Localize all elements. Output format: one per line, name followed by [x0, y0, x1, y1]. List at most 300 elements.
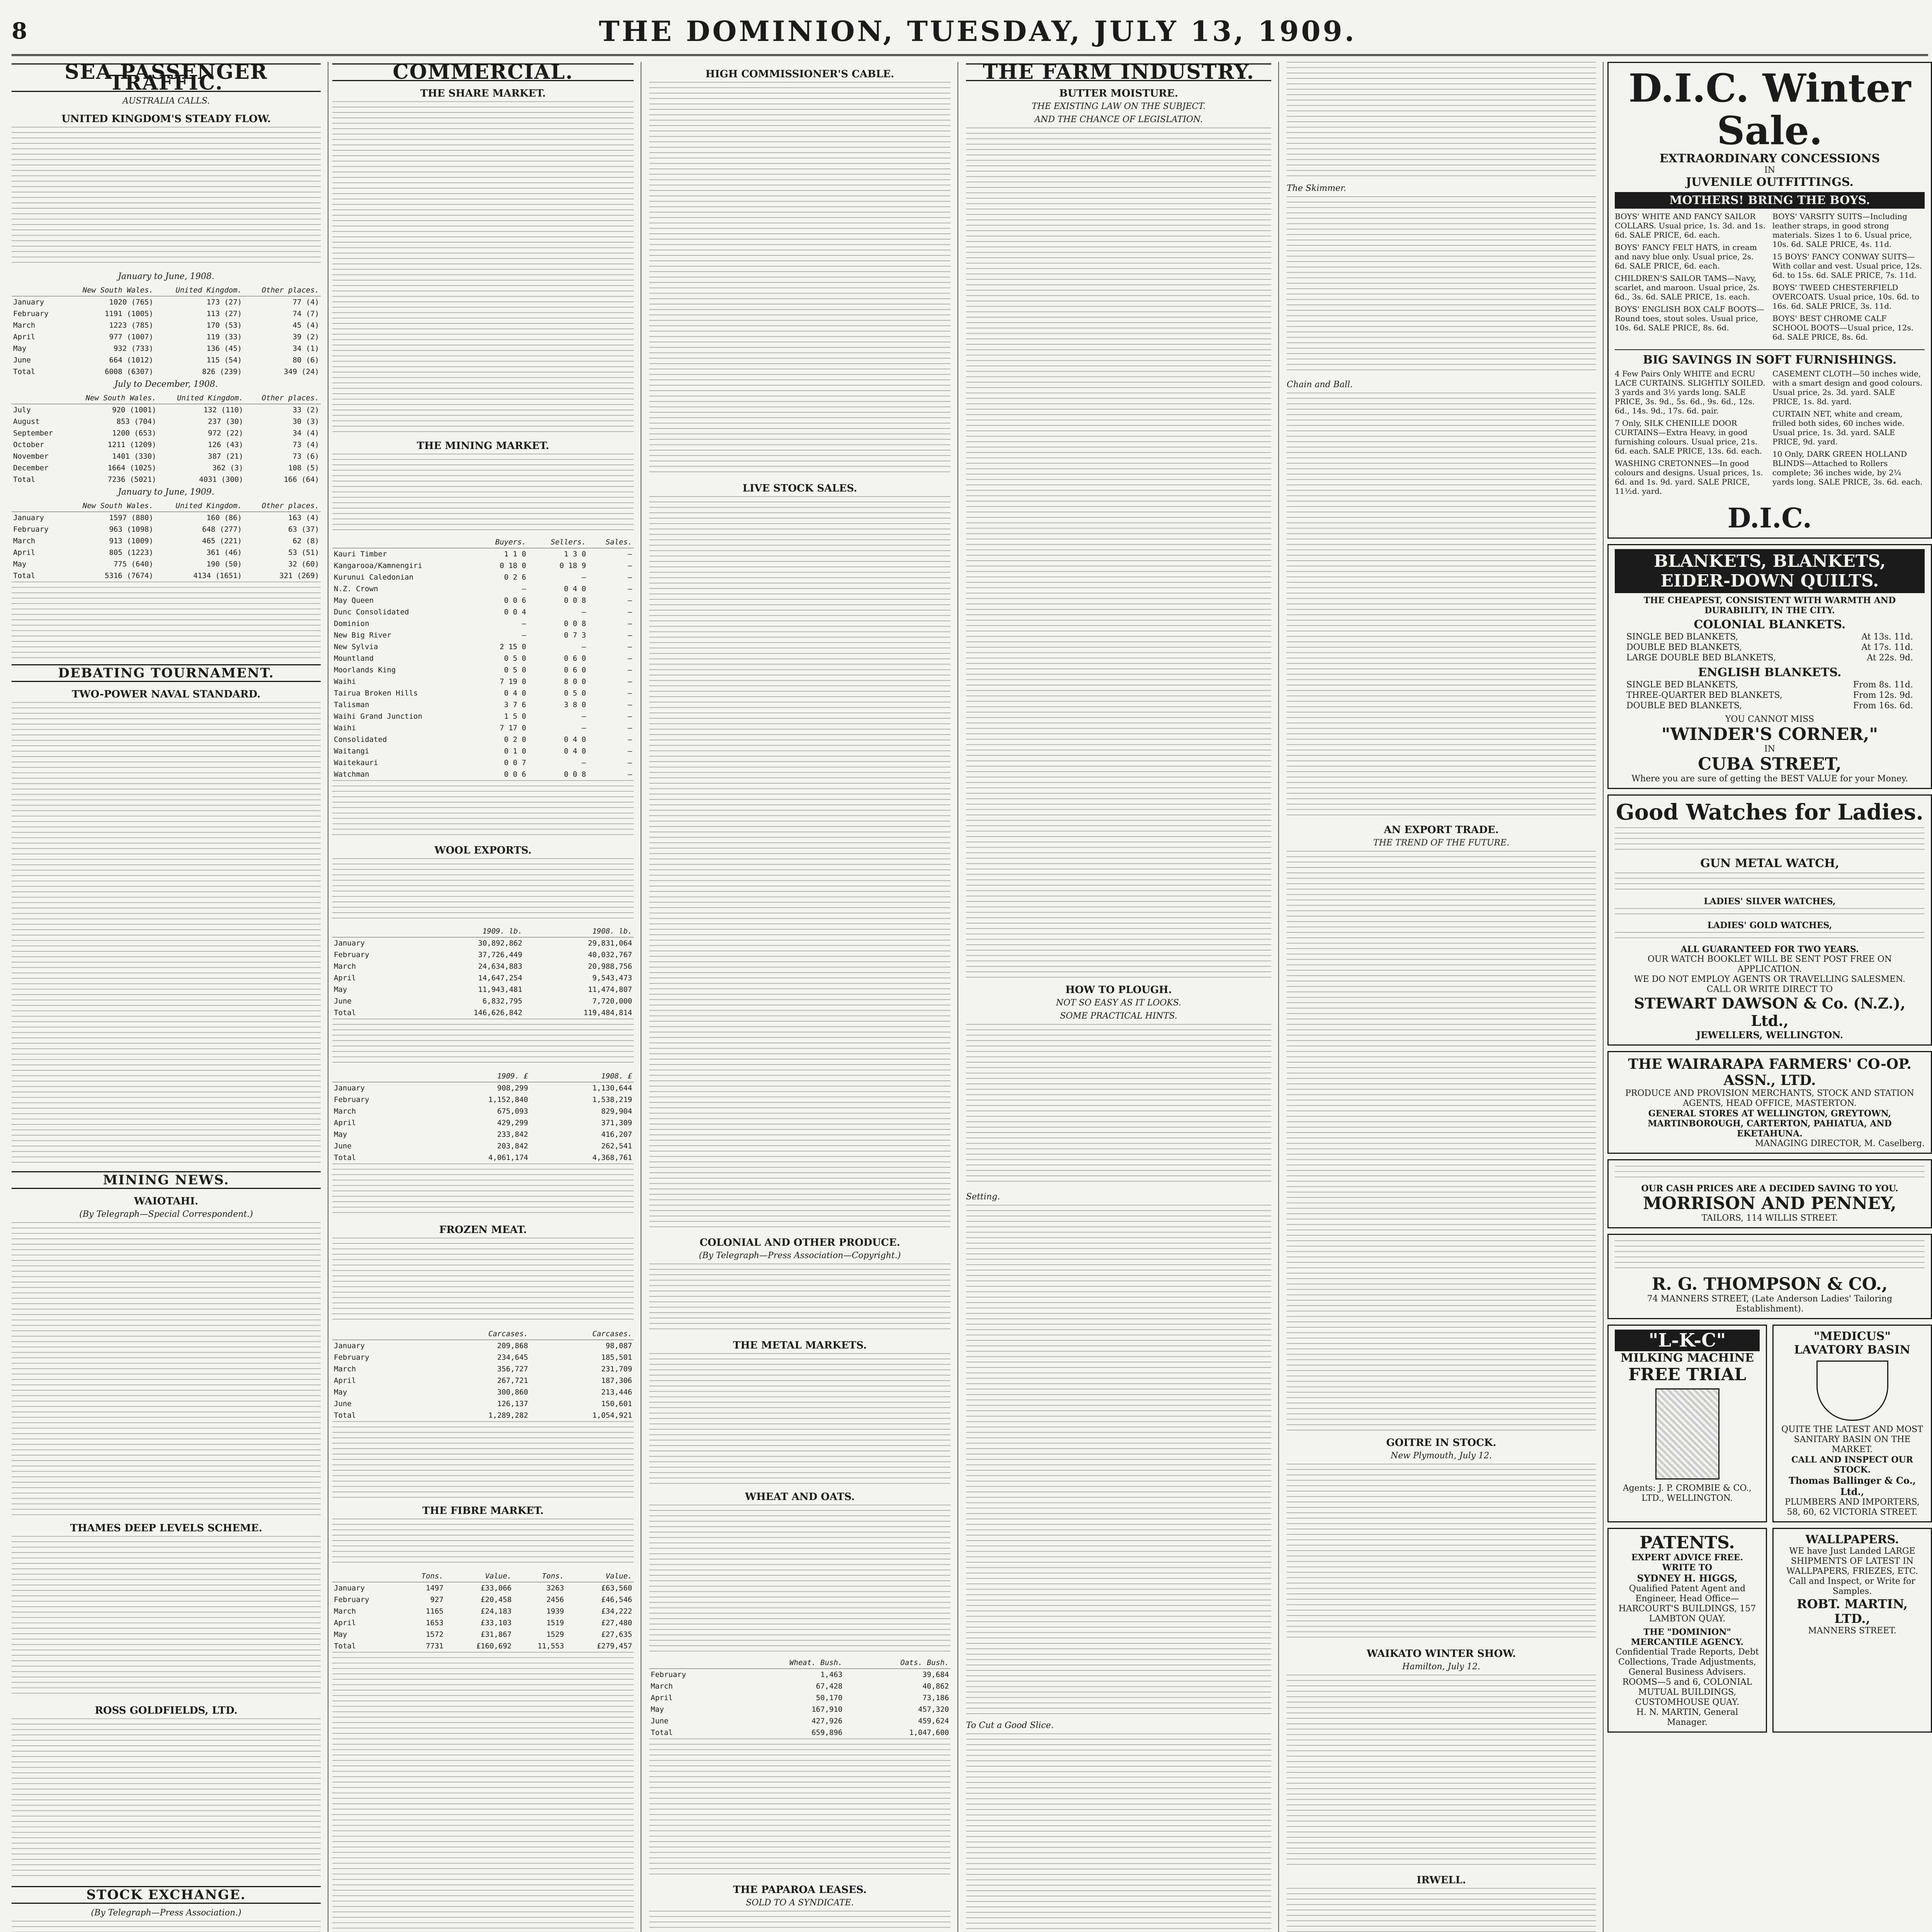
- table-cell: 119,484,814: [583, 1009, 632, 1017]
- ad-text: WE DO NOT EMPLOY AGENTS OR TRAVELLING SALESMEN.: [1634, 975, 1905, 984]
- table-header-cell: Oats. Bush.: [844, 1657, 951, 1669]
- table-cell: 0 2 0: [504, 735, 526, 744]
- table-cell: 39,684: [922, 1670, 949, 1679]
- table-cell: July: [13, 406, 31, 414]
- table-cell: 0 0 4: [504, 608, 526, 616]
- table-cell: —: [582, 712, 586, 721]
- table-header-cell: Value.: [566, 1570, 634, 1582]
- table-cell: Dominion: [334, 619, 369, 628]
- ad-heading: R. G. THOMPSON & CO.,: [1651, 1274, 1888, 1294]
- table-cell: 920 (1001): [112, 406, 156, 414]
- paper-title: THE DOMINION, TUESDAY, JULY 13, 1909.: [599, 14, 1357, 48]
- column-commercial: [332, 62, 641, 1932]
- mining-row: [332, 769, 634, 780]
- table-cell: 231,709: [601, 1365, 632, 1373]
- table-cell: 32 (60): [288, 560, 319, 568]
- ad-text: Qualified Patent Agent and Engineer, Head Office—HARCOURT'S BUILDINGS, 157 LAMBTON QUAY.: [1618, 1584, 1756, 1624]
- table-cell: —: [628, 573, 632, 582]
- table-cell: January: [334, 1342, 365, 1350]
- passenger-row: [12, 320, 321, 331]
- table-cell: Moorlands King: [334, 666, 396, 674]
- table-cell: Waitekauri: [334, 759, 378, 767]
- table-cell: 115 (54): [206, 356, 242, 364]
- advert-row: [1607, 1325, 1932, 1528]
- table-cell: 14,647,254: [478, 974, 522, 982]
- table-cell: £63,560: [601, 1584, 632, 1592]
- sub-heading: To Cut a Good Slice.: [966, 1721, 1054, 1730]
- table-header-cell: [332, 1570, 400, 1582]
- table-cell: June: [334, 1400, 352, 1408]
- table-cell: 1572: [425, 1630, 444, 1639]
- sub-heading: Setting.: [966, 1192, 1000, 1202]
- wool-row: [332, 937, 634, 949]
- frozen-meat-table: [332, 1328, 634, 1421]
- table-cell: 113 (27): [206, 310, 242, 318]
- table-cell: 234,645: [497, 1353, 528, 1362]
- frozen-row: [332, 1386, 634, 1398]
- table-cell: 1519: [546, 1619, 564, 1627]
- price-row: [1626, 680, 1913, 690]
- ad-heading: Good Watches for Ladies.: [1616, 799, 1923, 825]
- ad-list-item: 4 Few Pairs Only WHITE and ECRU LACE CURTAINS. SLIGHTLY SOILED. 3 yards and 3½ yards long. SALE PRICE, 3s. 9d., 5s. 6d., 9s. 6d., 12s. 6d., 14s. 9d., 17s. 6d. pair.: [1615, 369, 1765, 415]
- mining-row: [332, 676, 634, 687]
- passenger-row: [12, 570, 321, 582]
- ad-heading: D.I.C. Winter Sale.: [1628, 65, 1911, 153]
- table-cell: February: [13, 525, 49, 534]
- table-cell: 190 (50): [206, 560, 242, 568]
- sub-heading: HIGH COMMISSIONER'S CABLE.: [705, 68, 895, 80]
- table-cell: 262,541: [601, 1142, 632, 1150]
- ad-heading: BLANKETS, BLANKETS, EIDER-DOWN QUILTS.: [1615, 549, 1925, 593]
- table-cell: 932 (733): [113, 344, 153, 353]
- ad-text: IN: [1764, 165, 1775, 175]
- table-cell: 675,093: [497, 1107, 528, 1116]
- ad-list-left: [1615, 212, 1767, 345]
- table-header-cell: [12, 392, 65, 404]
- price-cell: At 13s. 11d.: [1861, 632, 1913, 642]
- table-cell: 0 6 0: [564, 654, 586, 663]
- wheat-row: [649, 1704, 951, 1715]
- passenger-row: [12, 296, 321, 308]
- masthead: [12, 8, 1928, 56]
- table-header-cell: Other places.: [243, 284, 321, 296]
- frozen-row: [332, 1398, 634, 1410]
- sub-heading: IRWELL.: [1417, 1874, 1466, 1886]
- article-text: [649, 1264, 951, 1333]
- table-cell: February: [334, 1353, 369, 1362]
- table-cell: May: [334, 1630, 347, 1639]
- mining-row: [332, 595, 634, 606]
- table-header-cell: Buyers.: [475, 536, 528, 548]
- table-cell: 0 4 0: [564, 585, 586, 593]
- table-header-cell: [332, 1070, 425, 1082]
- ad-heading: CUBA STREET,: [1698, 754, 1842, 774]
- table-cell: 1 5 0: [504, 712, 526, 721]
- ad-text: JEWELLERS, WELLINGTON.: [1696, 1029, 1844, 1041]
- table-cell: 4,368,761: [592, 1153, 632, 1162]
- article-text: [966, 1733, 1271, 1932]
- table-cell: 108 (5): [288, 464, 319, 472]
- article-text: [332, 780, 634, 838]
- passenger-row: [12, 451, 321, 462]
- table-cell: 972 (22): [208, 429, 243, 437]
- ad-list-right: [1772, 212, 1925, 345]
- table-header-cell: 1909. lb.: [414, 925, 524, 937]
- ad-text: Call and Inspect, or Write for Samples.: [1789, 1577, 1915, 1596]
- ad-heading: LADIES' SILVER WATCHES,: [1704, 896, 1836, 906]
- fibre-row: [332, 1640, 634, 1652]
- table-cell: 387 (21): [208, 452, 243, 461]
- table-cell: May: [334, 1130, 347, 1139]
- table-cell: 1,289,282: [488, 1411, 528, 1420]
- article-text: [966, 1205, 1271, 1715]
- table-cell: 213,446: [601, 1388, 632, 1396]
- table-cell: 1200 (653): [112, 429, 156, 437]
- article-text: [332, 1238, 634, 1323]
- table-cell: January: [13, 514, 44, 522]
- table-cell: —: [628, 608, 632, 616]
- ad-body-text: [1615, 932, 1925, 943]
- sub-heading: THE SHARE MARKET.: [420, 88, 546, 99]
- sub-heading: THE TREND OF THE FUTURE.: [1373, 838, 1509, 848]
- wheat-row: [649, 1680, 951, 1692]
- ad-grid: [1615, 212, 1925, 345]
- table-cell: January: [13, 298, 44, 306]
- article-text: [649, 82, 951, 476]
- table-cell: April: [13, 333, 36, 341]
- ad-heading: THE WAIRARAPA FARMERS' CO-OP. ASSN., LTD.: [1628, 1056, 1912, 1088]
- ad-text: IN: [1764, 744, 1775, 754]
- table-cell: —: [522, 631, 526, 639]
- mining-row: [332, 699, 634, 711]
- sub-heading: THE METAL MARKETS.: [733, 1340, 867, 1351]
- wool-value-row: [332, 1152, 634, 1163]
- mining-row: [332, 687, 634, 699]
- table-cell: 1223 (785): [109, 321, 153, 330]
- table-cell: May Queen: [334, 596, 374, 605]
- table-cell: Total: [13, 571, 36, 580]
- sub-heading: FROZEN MEAT.: [439, 1224, 527, 1236]
- sub-heading: WOOL EXPORTS.: [434, 845, 532, 856]
- table-cell: 0 0 8: [564, 619, 586, 628]
- mining-row: [332, 548, 634, 560]
- ad-list-item: 7 Only, SILK CHENILLE DOOR CURTAINS—Extra Heavy, in good furnishing colours. Usual price, 21s. 6d. each. SALE PRICE, 13s. 6d. each.: [1615, 418, 1762, 456]
- article-text: [332, 1421, 634, 1498]
- ad-body-text: [1615, 872, 1925, 894]
- sub-heading: AND THE CHANCE OF LEGISLATION.: [1034, 115, 1203, 124]
- ad-heading: "MEDICUS" LAVATORY BASIN: [1794, 1330, 1910, 1357]
- table-header-cell: [12, 500, 61, 512]
- article-text: [1287, 851, 1596, 1430]
- price-row: [1626, 643, 1913, 652]
- table-caption: January to June, 1909.: [118, 487, 214, 497]
- passenger-row: [12, 416, 321, 427]
- table-cell: 33 (2): [293, 406, 319, 414]
- ad-heading: "L-K-C": [1615, 1330, 1760, 1351]
- table-cell: 0 4 0: [504, 689, 526, 697]
- table-cell: 267,721: [497, 1376, 528, 1385]
- table-cell: Total: [13, 475, 36, 484]
- sub-heading: WAIKATO WINTER SHOW.: [1366, 1648, 1516, 1660]
- mining-row: [332, 641, 634, 653]
- table-cell: 0 5 0: [504, 654, 526, 663]
- table-header-cell: Sellers.: [528, 536, 588, 548]
- table-cell: 457,320: [918, 1705, 949, 1714]
- table-cell: —: [628, 596, 632, 605]
- table-cell: 1653: [425, 1619, 444, 1627]
- table-cell: £160,692: [476, 1642, 512, 1650]
- ad-heading: ROBT. MARTIN, LTD.,: [1797, 1597, 1908, 1626]
- ad-grid: [1615, 369, 1925, 499]
- table-cell: —: [628, 747, 632, 755]
- table-cell: December: [13, 464, 49, 472]
- table-cell: 11,553: [537, 1642, 564, 1650]
- mining-row: [332, 745, 634, 757]
- article-text: [332, 1019, 634, 1065]
- sub-heading: THAMES DEEP LEVELS SCHEME.: [70, 1522, 262, 1534]
- table-cell: 1,538,219: [592, 1095, 632, 1104]
- fibre-table: [332, 1570, 634, 1652]
- table-cell: £34,222: [601, 1607, 632, 1616]
- column-farm-industry: [966, 62, 1279, 1932]
- ad-text: YOU CANNOT MISS: [1725, 714, 1814, 724]
- table-cell: March: [651, 1682, 673, 1690]
- table-cell: New Sylvia: [334, 643, 378, 651]
- table-cell: 0 4 0: [564, 747, 586, 755]
- ad-heading: FREE TRIAL: [1628, 1365, 1747, 1384]
- table-cell: February: [13, 310, 49, 318]
- ad-banner: MOTHERS! BRING THE BOYS.: [1615, 192, 1925, 209]
- section-heading: DEBATING TOURNAMENT.: [12, 664, 321, 682]
- table-cell: 826 (239): [202, 367, 242, 376]
- article-text: [649, 496, 951, 1230]
- sub-heading: WHEAT AND OATS.: [745, 1491, 855, 1503]
- table-cell: 126 (43): [208, 440, 243, 449]
- passenger-row: [12, 535, 321, 547]
- table-header-cell: Carcases.: [425, 1328, 529, 1340]
- fibre-row: [332, 1605, 634, 1617]
- table-cell: 908,299: [497, 1084, 528, 1092]
- table-cell: 53 (51): [288, 548, 319, 557]
- advert-watches: [1607, 794, 1932, 1046]
- ad-heading: MILKING MACHINE: [1621, 1351, 1754, 1365]
- table-cell: —: [628, 643, 632, 651]
- passenger-table-3: [12, 500, 321, 582]
- ad-list-item: CURTAIN NET, white and cream, frilled both sides, 60 inches wide. Usual price, 1s. 3d. yard. SALE PRICE, 9d. yard.: [1772, 409, 1905, 446]
- table-cell: Tairua Broken Hills: [334, 689, 418, 697]
- ad-text: PLUMBERS AND IMPORTERS, 58, 60, 62 VICTORIA STREET.: [1785, 1497, 1920, 1517]
- table-cell: —: [582, 643, 586, 651]
- table-header-cell: [12, 284, 61, 296]
- table-cell: June: [334, 997, 352, 1005]
- article-text: [1287, 62, 1596, 178]
- table-cell: £27,480: [601, 1619, 632, 1627]
- ad-heading: STEWART DAWSON & Co. (N.Z.), Ltd.,: [1634, 995, 1906, 1029]
- ad-body-text: [1615, 1240, 1925, 1273]
- table-header-cell: [649, 1657, 728, 1669]
- table-cell: Total: [334, 1009, 356, 1017]
- table-header-cell: New South Wales.: [61, 500, 155, 512]
- ad-body-text: [1615, 908, 1925, 919]
- table-cell: 7 17 0: [500, 724, 526, 732]
- ad-price-list: [1615, 632, 1925, 663]
- table-cell: Total: [334, 1411, 356, 1420]
- table-cell: 0 0 7: [504, 759, 526, 767]
- table-cell: 73 (4): [293, 440, 319, 449]
- table-cell: 173 (27): [206, 298, 242, 306]
- section-heading: STOCK EXCHANGE.: [12, 1886, 321, 1904]
- table-cell: 1020 (765): [109, 298, 153, 306]
- price-cell: From 12s. 9d.: [1853, 690, 1913, 700]
- wool-row: [332, 1007, 634, 1019]
- table-cell: March: [13, 321, 36, 330]
- wool-row: [332, 984, 634, 995]
- table-cell: 977 (1007): [109, 333, 153, 341]
- wool-row: [332, 961, 634, 972]
- table-cell: 39 (2): [293, 333, 319, 341]
- table-header-cell: [332, 925, 414, 937]
- table-cell: 34 (1): [293, 344, 319, 353]
- sub-heading: SOME PRACTICAL HINTS.: [1060, 1011, 1177, 1021]
- table-cell: —: [628, 550, 632, 558]
- table-cell: —: [628, 677, 632, 686]
- table-header-cell: Other places.: [243, 500, 321, 512]
- table-cell: June: [334, 1142, 352, 1150]
- table-cell: March: [334, 962, 356, 971]
- price-row: [1626, 632, 1913, 642]
- table-cell: —: [628, 759, 632, 767]
- passenger-table-2: [12, 392, 321, 485]
- ad-list-left: [1615, 369, 1767, 499]
- table-cell: 361 (46): [206, 548, 242, 557]
- table-header-cell: Carcases.: [530, 1328, 634, 1340]
- table-cell: June: [13, 356, 31, 364]
- article-text: [649, 1738, 951, 1878]
- table-cell: 150,601: [601, 1400, 632, 1408]
- passenger-row: [12, 404, 321, 416]
- sub-heading: THE PAPAROA LEASES.: [733, 1884, 867, 1896]
- table-cell: 356,727: [497, 1365, 528, 1373]
- table-cell: 9,543,473: [592, 974, 632, 982]
- table-cell: January: [334, 939, 365, 947]
- table-cell: £46,546: [601, 1595, 632, 1604]
- table-cell: 659,896: [811, 1728, 843, 1737]
- table-caption: July to December, 1908.: [114, 379, 218, 389]
- mining-row: [332, 757, 634, 769]
- ad-text: OUR CASH PRICES ARE A DECIDED SAVING TO YOU.: [1641, 1184, 1898, 1194]
- article-text: [1287, 393, 1596, 818]
- table-cell: 34 (4): [293, 429, 319, 437]
- table-cell: 136 (45): [206, 344, 242, 353]
- table-cell: 29,831,064: [588, 939, 632, 947]
- table-cell: 349 (24): [284, 367, 319, 376]
- table-cell: —: [582, 759, 586, 767]
- ad-text: CALL OR WRITE DIRECT TO: [1706, 985, 1833, 994]
- table-cell: 0 1 0: [504, 747, 526, 755]
- table-cell: 98,087: [605, 1342, 632, 1350]
- table-cell: February: [651, 1670, 686, 1679]
- table-header-cell: 1908. lb.: [524, 925, 634, 937]
- table-cell: 963 (1098): [109, 525, 153, 534]
- table-cell: May: [334, 985, 347, 994]
- table-cell: £31,867: [480, 1630, 512, 1639]
- table-cell: Waihi: [334, 724, 356, 732]
- table-cell: 119 (33): [206, 333, 242, 341]
- price-cell: DOUBLE BED BLANKETS,: [1626, 643, 1742, 652]
- table-cell: September: [13, 429, 53, 437]
- article-text: [966, 1024, 1271, 1186]
- ad-heading: BIG SAVINGS IN SOFT FURNISHINGS.: [1615, 349, 1925, 367]
- wool-value-row: [332, 1105, 634, 1117]
- sub-heading: SOLD TO A SYNDICATE.: [746, 1898, 854, 1908]
- table-cell: 0 5 0: [564, 689, 586, 697]
- table-cell: Total: [651, 1728, 673, 1737]
- table-cell: 187,306: [601, 1376, 632, 1385]
- table-cell: —: [522, 585, 526, 593]
- table-cell: 0 0 8: [564, 596, 586, 605]
- price-cell: SINGLE BED BLANKETS,: [1626, 680, 1738, 690]
- table-header-cell: United Kingdom.: [155, 284, 243, 296]
- sub-heading: NOT SO EASY AS IT LOOKS.: [1056, 998, 1182, 1008]
- table-cell: 0 18 9: [560, 561, 586, 570]
- mining-row: [332, 606, 634, 618]
- table-header-cell: 1908. £: [530, 1070, 634, 1082]
- ad-text: GENERAL STORES AT WELLINGTON, GREYTOWN, MARTINBOROUGH, CARTERTON, PAHIATUA, AND EKETAHUNA.: [1648, 1109, 1892, 1139]
- table-cell: 7,720,000: [592, 997, 632, 1005]
- table-cell: August: [13, 417, 40, 426]
- ad-text: WE have Just Landed LARGE SHIPMENTS OF LATEST IN WALLPAPERS, FRIEZES, ETC.: [1786, 1546, 1918, 1576]
- table-cell: 30 (3): [293, 417, 319, 426]
- advert-wallpapers: [1772, 1528, 1932, 1733]
- table-header-cell: Other places.: [245, 392, 321, 404]
- article-text: [649, 1353, 951, 1485]
- table-cell: 1939: [546, 1607, 564, 1616]
- table-cell: Kangarooa/Kamnengiri: [334, 561, 422, 570]
- table-cell: March: [334, 1365, 356, 1373]
- sub-heading: THE EXISTING LAW ON THE SUBJECT.: [1032, 102, 1206, 111]
- table-cell: 4031 (300): [199, 475, 243, 484]
- ad-heading: COLONIAL BLANKETS.: [1694, 618, 1846, 631]
- table-cell: 67,428: [816, 1682, 843, 1690]
- table-cell: 0 18 0: [500, 561, 526, 570]
- section-heading: COMMERCIAL.: [332, 63, 634, 81]
- passenger-row: [12, 558, 321, 570]
- sub-heading: AN EXPORT TRADE.: [1384, 824, 1499, 836]
- ad-list-item: CASEMENT CLOTH—50 inches wide, with a smart design and good colours. Usual price, 2s. 3d. yard. SALE PRICE, 1s. 8d. yard.: [1772, 369, 1923, 406]
- ad-text: EXPERT ADVICE FREE. WRITE TO: [1631, 1553, 1743, 1573]
- table-cell: 5316 (7674): [104, 571, 153, 580]
- wheat-row: [649, 1692, 951, 1704]
- table-cell: 237 (30): [208, 417, 243, 426]
- table-cell: £27,635: [601, 1630, 632, 1639]
- table-cell: 805 (1223): [109, 548, 153, 557]
- advert-blankets: [1607, 544, 1932, 789]
- table-cell: 664 (1012): [109, 356, 153, 364]
- ad-text: JUVENILE OUTFITTINGS.: [1685, 175, 1854, 189]
- mining-market-table: [332, 536, 634, 780]
- table-cell: 4,061,174: [488, 1153, 528, 1162]
- ad-text: THE CHEAPEST, CONSISTENT WITH WARMTH AND DURABILITY, IN THE CITY.: [1643, 595, 1896, 616]
- ad-text: H. N. MARTIN, General Manager.: [1636, 1708, 1738, 1727]
- table-cell: Waihi: [334, 677, 356, 686]
- table-cell: Total: [334, 1642, 356, 1650]
- table-cell: —: [582, 608, 586, 616]
- table-cell: —: [628, 654, 632, 663]
- price-row: [1626, 690, 1913, 700]
- mining-row: [332, 734, 634, 745]
- table-cell: 300,860: [497, 1388, 528, 1396]
- table-cell: 459,624: [918, 1717, 949, 1725]
